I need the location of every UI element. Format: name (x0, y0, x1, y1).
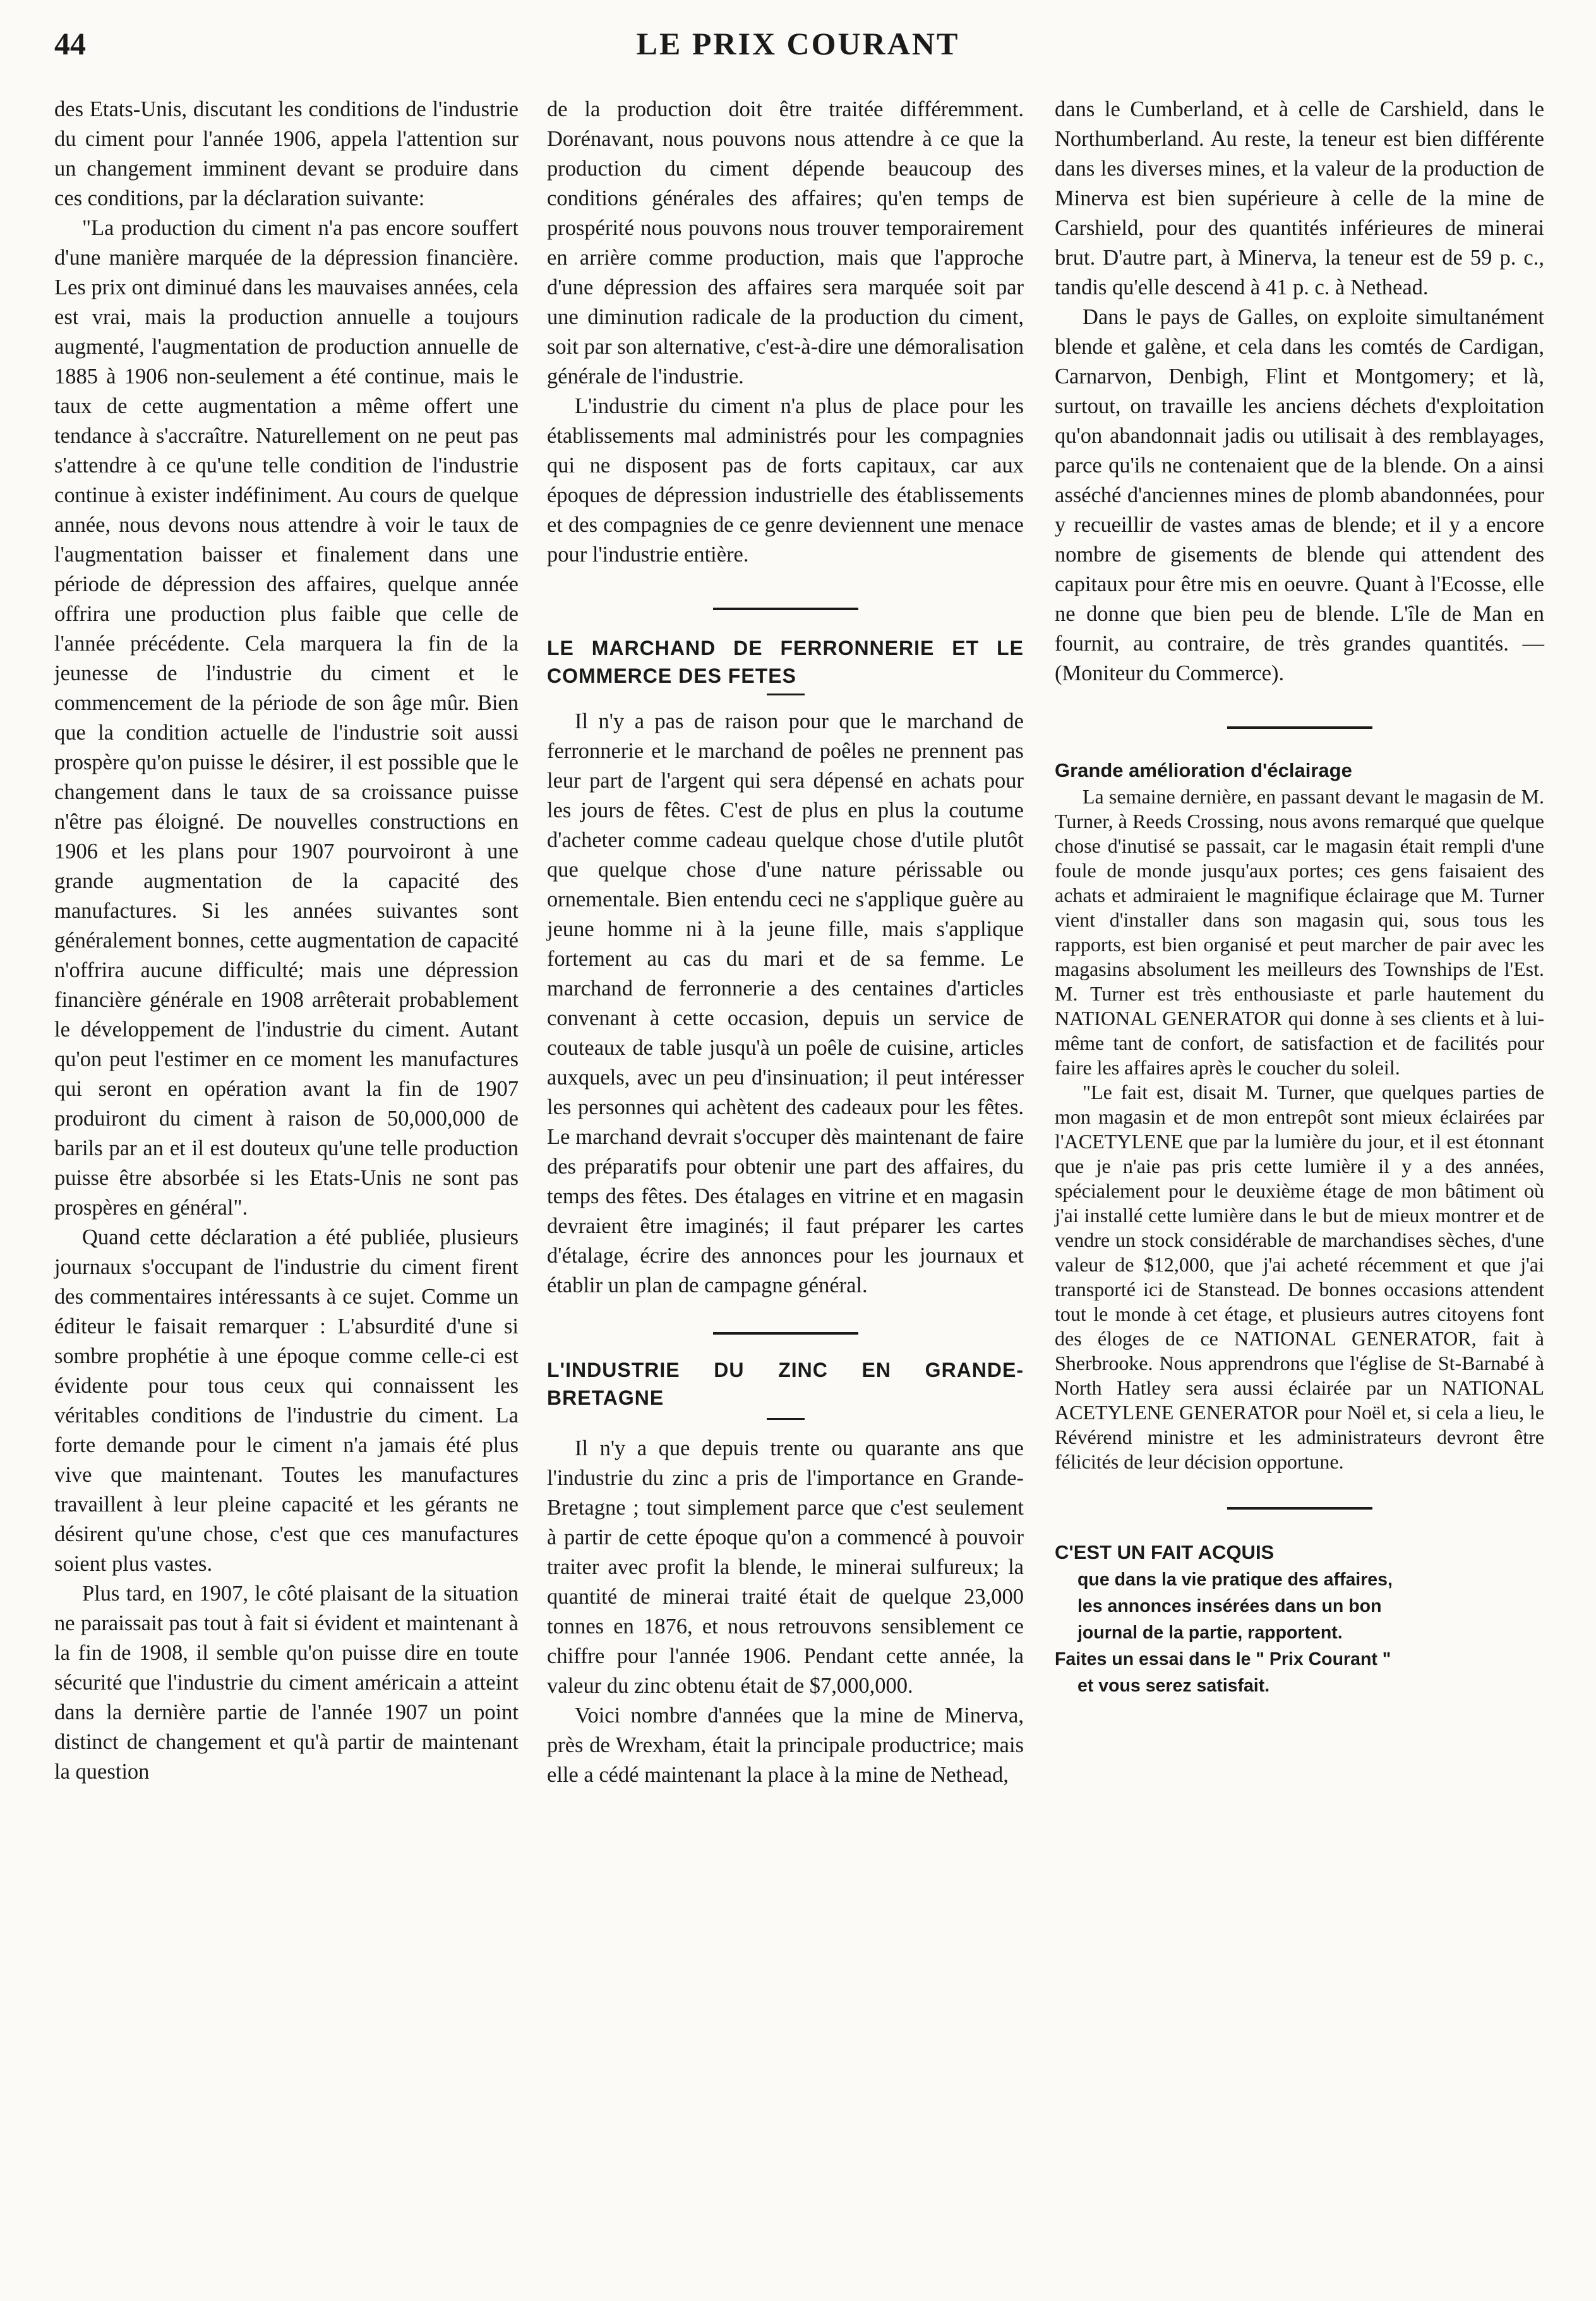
col3-paragraph-2: Dans le pays de Galles, on exploite simultanément blende et galène, et cela dans les comtés de Cardigan, Carnarvon, Denbigh, Flint et Montgomery; et là, surtout, on travaille les anciens déchets d'exploitation qu'on abandonnait jadis ou utilisait à des remblayages, parce qu'ils ne contenaient que de la blende. On a ainsi asséché d'anciennes mines de plomb abandonnées, pour y recueillir de vastes amas de blende; et il y a encore nombre de gisements de blende qui attendent des capitaux pour être mis en oeuvre. Quant à l'Ecosse, elle ne donne que bien peu de blende. L'île de Man en fournit, au contraire, de très grandes quantités. — (Moniteur du Commerce). (1055, 305, 1544, 685)
column-2 (547, 95, 1024, 1790)
journal-title: LE PRIX COURANT (636, 26, 960, 61)
col2-paragraph-5: Voici nombre d'années que la mine de Minerva, près de Wrexham, était la principale productrice; mais elle a cédé maintenant la place à la mine de Nethead, (547, 1703, 1024, 1787)
column-1 (54, 95, 519, 1787)
col1-paragraph-4: Plus tard, en 1907, le côté plaisant de la situation ne paraissait pas tout à fait si évident et maintenant à la fin de 1908, il semble qu'on puisse dire en toute sécurité que l'industrie du ciment américain a atteint dans la dernière partie de l'année 1907 un point distinct de changement et qu'à partir de maintenant la question (54, 1582, 519, 1784)
page-header (0, 25, 1596, 69)
article-heading-ferronnerie: LE MARCHAND DE FERRONNERIE ET LE COMMERCE DES FETES (547, 637, 1024, 687)
column-3 (1055, 95, 1544, 1699)
col2-paragraph-1: de la production doit être traitée différemment. Dorénavant, nous pouvons nous attendre à ce que la production du ciment dépende beaucoup des conditions générales des affaires; qu'en temps de prospérité nous pouvons nous trouver temporairement en arrière comme production, mais que l'approche d'une dépression des affaires sera marquée soit par une diminution radicale de la production du ciment, soit par son alternative, c'est-à-dire une démoralisation générale de l'industrie. (547, 97, 1024, 388)
ad-line: journal de la partie, rapportent. (1077, 1623, 1343, 1643)
ad-line: les annonces insérées dans un bon (1077, 1596, 1382, 1616)
col2-paragraph-2: L'industrie du ciment n'a plus de place pour les établissements mal administrés pour les compagnies qui ne disposent pas de forts capitaux, car aux époques de dépression industrielle des établissements et des compagnies de ce genre deviennent une menace pour l'industrie entière. (547, 394, 1024, 567)
article-heading-zinc: L'INDUSTRIE DU ZINC EN GRANDE-BRETAGNE (547, 1359, 1024, 1409)
article-heading-eclairage: Grande amélioration d'éclairage (1055, 759, 1352, 781)
col3-paragraph-3: La semaine dernière, en passant devant le magasin de M. Turner, à Reeds Crossing, nous avons remarqué que quelque chose d'inutisé se passait, car le magasin était rempli d'une foule de monde jusqu'aux portes; ces gens faisaient des achats et admiraient le magnifique éclairage que M. Turner vient d'installer dans son magasin qui, sous tous les rapports, est bien organisé et peut marcher de pair avec les magasins absolument les meilleurs des Townships de l'Est. M. Turner est très enthousiaste et parle hautement du NATIONAL GENERATOR qui donne à ses clients et à lui-même tant de confort, de satisfaction et de facilités pour faire les affaires après le coucher du soleil. (1055, 785, 1544, 1079)
col2-paragraph-3: Il n'y a pas de raison pour que le marchand de ferronnerie et le marchand de poêles ne prennent pas leur part de l'argent qui sera dépensé en achats pour les jours de fêtes. C'est de plus en plus la coutume d'acheter comme cadeau quelque chose d'utile plutôt que quelque chose d'une nature périssable ou ornementale. Bien entendu ceci ne s'applique guère au jeune homme ni à la jeune fille, mais s'applique fortement au cas du mari et de sa femme. Le marchand de ferronnerie a des centaines d'articles convenant à cette occasion, depuis un service de couteaux de table jusqu'à un poêle de cuisine, articles auxquels, avec un peu d'insinuation; il peut intéresser les personnes qui achètent des cadeaux pour les fêtes. Le marchand devrait s'occuper dès maintenant de faire des préparatifs pour obtenir une part des affaires, du temps des fêtes. Des étalages en vitrine et en magasin devraient être imaginés; il faut préparer les cartes d'étalage, écrire des annonces pour les journaux et établir un plan de campagne général. (547, 709, 1024, 1297)
col2-paragraph-4: Il n'y a que depuis trente ou quarante ans que l'industrie du zinc a pris de l'importance en Grande-Bretagne ; tout simplement parce que c'est seulement à partir de cette époque qu'on a commencé à pouvoir traiter avec profit la blende, le minerai sulfureux; la quantité de minerai traité était de quelque 23,000 tonnes en 1876, et nous retrouvons sensiblement ce chiffre pour l'année 1906. Pendant cette année, la valeur du zinc obtenu était de $7,000,000. (547, 1436, 1024, 1698)
advertisement-box (1055, 1539, 1544, 1699)
col3-paragraph-1: dans le Cumberland, et à celle de Carshield, dans le Northumberland. Au reste, la teneur est bien différente dans les diverses mines, et la valeur de la production de Minerva est bien supérieure à celle de la mine de Carshield, pour des quantités inférieures de minerai brut. D'autre part, à Minerva, la teneur est de 59 p. c., tandis qu'elle descend à 41 p. c. à Nethead. (1055, 97, 1544, 299)
heading-ornament (767, 694, 805, 695)
ad-title: C'EST UN FAIT ACQUIS (1055, 1541, 1275, 1563)
section-divider (713, 1332, 858, 1335)
col1-paragraph-1: des Etats-Unis, discutant les conditions de l'industrie du ciment pour l'année 1906, appela l'attention sur un changement imminent devant se produire dans ces conditions, par la déclaration suivante: (54, 97, 519, 210)
heading-ornament (767, 1418, 805, 1420)
ad-line: Faites un essai dans le " Prix Courant " (1055, 1649, 1391, 1669)
ad-line: et vous serez satisfait. (1077, 1676, 1270, 1696)
section-divider (1227, 1507, 1372, 1510)
ad-line: que dans la vie pratique des affaires, (1077, 1570, 1393, 1590)
col1-paragraph-2: "La production du ciment n'a pas encore souffert d'une manière marquée de la dépression financière. Les prix ont diminué dans les mauvaises années, cela est vrai, mais la production annuelle a toujours augmenté, l'augmentation de production annuelle de 1885 à 1906 non-seulement a été continue, mais le taux de cette augmentation a même offert une tendance à s'accraître. Naturellement on ne peut pas s'attendre à ce qu'une telle condition de l'industrie continue à exister indéfiniment. Au cours de quelque année, nous devons nous attendre à voir le taux de l'augmentation baisser et finalement dans une période de dépression des affaires, quelque année offrira une production plus faible que celle de l'année précédente. Cela marquera la fin de la jeunesse de l'industrie du ciment et le commencement de la période de son âge mûr. Bien que la condition actuelle de l'industrie soit aussi prospère qu'on puisse le désirer, il est possible que le changement dans le taux de sa croissance puisse n'être pas éloigné. De nouvelles constructions en 1906 et les plans pour 1907 pourvoiront à une grande augmentation de la capacité des manufactures. Si les années suivantes sont généralement bonnes, cette augmentation de capacité n'offrira aucune difficulté; mais une dépression financière générale en 1908 arrêterait probablement le développement de l'industrie du ciment. Autant qu'on peut l'estimer en ce moment les manufactures qui seront en opération avant la fin de 1907 produiront du ciment à raison de 50,000,000 de barils par an et il est douteux qu'une telle production puisse être absorbée si les Etats-Unis ne sont pas prospères en général". (54, 216, 519, 1220)
section-divider (713, 608, 858, 610)
section-divider (1227, 726, 1372, 729)
col1-paragraph-3: Quand cette déclaration a été publiée, plusieurs journaux s'occupant de l'industrie du ciment firent des commentaires intéressants à ce sujet. Comme un éditeur le faisait remarquer : L'absurdité d'une si sombre prophétie à une époque comme celle-ci est évidente pour tous ceux qui connaissent les véritables conditions de l'industrie du ciment. La forte demande pour le ciment n'a jamais été plus vive que maintenant. Toutes les manufactures travaillent à leur pleine capacité et les gérants ne désirent qu'une chose, c'est que ces manufactures soient plus vastes. (54, 1225, 519, 1576)
page-number: 44 (54, 26, 86, 61)
col3-paragraph-4: "Le fait est, disait M. Turner, que quelques parties de mon magasin et de mon entrepôt sont mieux éclairées par l'ACETYLENE que par la lumière du jour, et il est étonnant que je n'aie pas pris cette lumière il y a des années, spécialement pour le deuxième étage de mon bâtiment où j'ai installé cette lumière dans le but de mieux montrer et de vendre un stock considérable de marchandises sèches, d'une valeur de $12,000, que j'ai acheté récemment et que j'ai transporté ici de Stanstead. De bonnes occasions attendent tout le monde à cet étage, et plusieurs autres citoyens font des éloges de ce NATIONAL GENERATOR, fait à Sherbrooke. Nous apprendrons que l'église de St-Barnabé à North Hatley sera aussi éclairée par un NATIONAL ACETYLENE GENERATOR pour Noël et, si cela a lieu, le Révérend ministre et les administrateurs devront être félicités de leur décision opportune. (1055, 1081, 1544, 1473)
